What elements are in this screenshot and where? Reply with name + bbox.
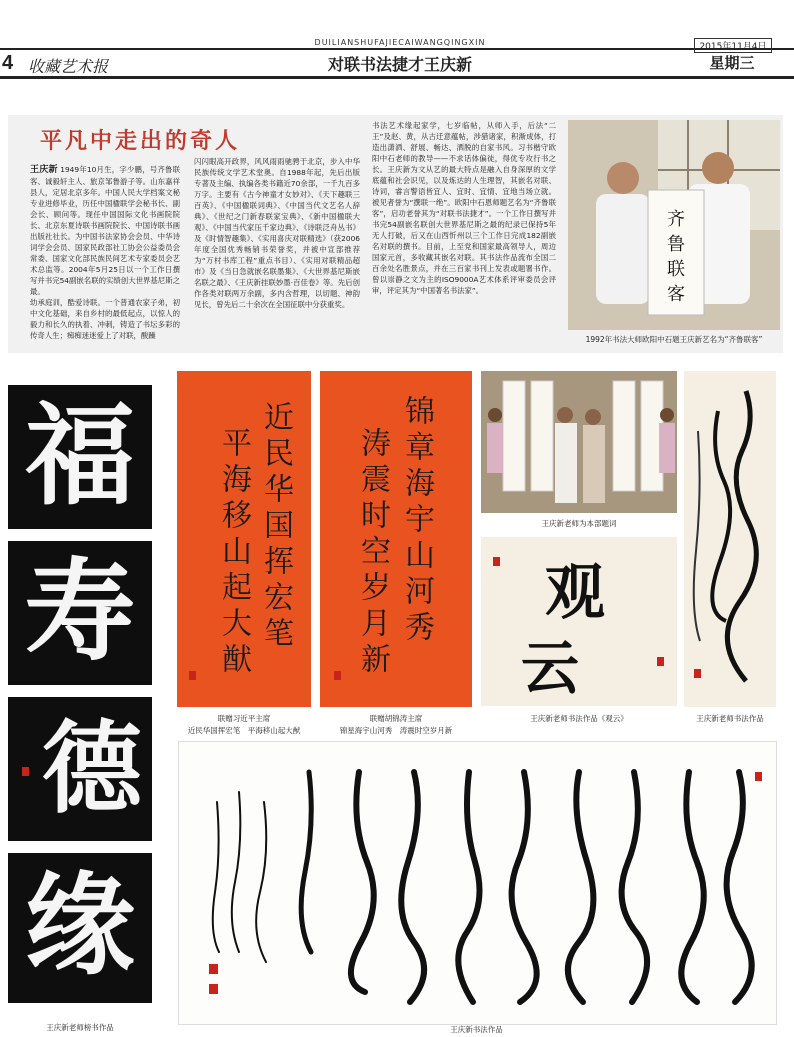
glyph-fu: 福 xyxy=(25,391,135,520)
article-column-1b-text: 幼承庭训，酷爱诗联。一个普通农家子弟，初中文化基础，来自乡村的最低起点，以惊人的毅力和长久的执着、冲刺，铸造了书坛多彩的传奇人生；痴痴迷迷爱上了对联，酸躁 xyxy=(30,298,180,340)
photo-group-caption: 王庆新老师为本部题词 xyxy=(541,519,617,528)
couplet-1-caption-text: 近民华国挥宏笔 平海移山起大猷 xyxy=(187,726,301,735)
couplet-panel-2 xyxy=(320,371,472,707)
header-top-rule xyxy=(0,48,794,50)
guanyun-panel xyxy=(481,537,677,706)
photo-two-men-graphic xyxy=(568,120,780,330)
seal-mark xyxy=(189,671,196,680)
right-scroll-strokes xyxy=(684,371,776,707)
black-panel-yuan xyxy=(8,853,152,1003)
big-work-caption: 王庆新书法作品 xyxy=(450,1025,503,1034)
article-column-1 xyxy=(30,164,180,344)
issue-weekday: 星期三 xyxy=(709,54,755,72)
article-column-1-text: 1949年10月生，字少鹏，号齐鲁联客、诚毅轩主人、旅京邹鲁游子等。山东嘉祥县人，定居北京多年。中国人民大学档案文秘专业进修毕业，历任中国楹联学会秘书长、副会长、顾问等。现任中国国际文化书画院院长、北京东夏诗联书画院院长、中国诗联书画出版社社长。为中国书法家协会会员、中华诗词学会会员、国家民政部社工协会公益委员会常委、国家文化部民族民间艺术专家委员会艺术总监等。2004年5月25日以一个工作日撰写并书完54副嵌名联的实绩创大世界基尼斯之最。 xyxy=(30,165,180,296)
paper-name-logo: 收藏艺术报 xyxy=(28,57,109,76)
svg-text:客: 客 xyxy=(667,284,685,305)
article-headline: 平凡中走出的奇人 xyxy=(40,128,241,154)
guanyun-caption: 王庆新老师书法作品《观云》 xyxy=(530,714,628,723)
couplet-2-caption-text: 锦星海宇山河秀 涛震时空岁月新 xyxy=(339,726,453,735)
header-pinyin: DUILIANSHUFAJIECAIWANGQINGXIN xyxy=(314,38,486,47)
article-column-2: 闪闪眼高开政界，风风雨雨驰骋于北京，步入中华民族传统文学艺术堂奥。自1988年起，先后出版专著及主编、执编各类书籍近70余部，一千九百多万字。主要有《古今神童才女妙对》、《天下趣联三百英》、《中国楹联词典》、《中国当代文艺名人辞典》、《世纪之门新春联家宝典》、《新中国楹联大观》、《中国当代家压千家边典》、《诗联泛舟丛书》及《时情智趣集》、《实用喜庆对联精选》（获2006年度全国优秀畅销书荣誉奖，并被中宣部推荐为“万村书库工程”重点书目）、《实用对联精品超市》及《当日急就嵌名联墨集》、《大世界基尼斯嵌名联之最》、《王庆新挂联妙墨·百佳卷》等。先后创作各类对联两万余副，多内含哲理，以切题、神韵见长，曾先后二十余次在全国征联中分获重奖。 xyxy=(194,157,360,309)
right-scroll-caption: 王庆新老师书法作品 xyxy=(696,714,764,723)
page-number: 4 xyxy=(2,52,14,74)
seal-mark xyxy=(657,657,664,666)
author-name: 王庆新 xyxy=(30,165,58,175)
couplet-1-line-2: 平海移山起大猷 xyxy=(216,427,251,679)
glyph-yun: 云 xyxy=(521,634,580,702)
big-work-strokes xyxy=(179,742,776,1024)
header-bottom-rule xyxy=(0,76,794,79)
section-title: 对联书法捷才王庆新 xyxy=(327,55,472,74)
couplet-2-line-2: 涛震时空岁月新 xyxy=(355,427,390,679)
black-panels-caption: 王庆新老师榜书作品 xyxy=(46,1023,114,1032)
photo-group xyxy=(481,371,677,513)
big-work-panel xyxy=(178,741,777,1025)
right-scroll-panel xyxy=(684,371,776,707)
photo-two-men xyxy=(568,120,780,330)
black-panel-shou xyxy=(8,541,152,685)
photo-caption: 1992年书法大师欧阳中石题王庆新艺名为“齐鲁联客” xyxy=(585,335,763,344)
svg-text:鲁: 鲁 xyxy=(667,234,685,255)
glyph-guan: 观 xyxy=(545,558,605,628)
article-column-3: 书法艺术缘起家学，七岁临帖，从师入手，后法“二王”及赵、黄，从古迁意蕴帖，涉猎诸家，积渐成体，打造出潇洒、舒展、畅达、洒脱的自家书风。习书楷守欧阳中石老师的教导——不求话体偏徒，得优专攻行书之长。王庆新为文从艺的最大特点是融入自身深厚的文学底蕴和社会识见，以及炼达的人生理智，其嵌名对联、诗词，睿言警语皆宜人、宜时、宜情、宜地当场立就。被见者誉为“撰联一绝”。欧阳中石恩师题艺名为“齐鲁联客”，启功老誉其为“对联书法捷才”。一个工作日撰写并书完54副嵌名联创大世界基尼斯之最的纪录已保持5年无人打破，后又在山西忻州以三个工作日完成182副嵌名对联的撰书。目前，上至党和国家最高领导人，周边国家元首，多收藏其嵌名对联。其书法作品流布全国二百余处名胜景点，并在三百家书刊上发表或题署书作。曾以崇静之文为主的ISO9000A艺术体系评审委员会评审，评定其为“中国著名书法家”。 xyxy=(372,121,556,295)
couplet-1-line-1: 近民华国挥宏笔 xyxy=(258,401,293,653)
issue-date: 2015年11月4日 xyxy=(694,38,772,53)
svg-text:联: 联 xyxy=(667,259,685,280)
svg-text:齐: 齐 xyxy=(667,209,685,230)
photo-group-graphic xyxy=(481,371,677,513)
glyph-de: 德 xyxy=(42,709,142,827)
black-panel-de xyxy=(8,697,152,841)
black-panel-fu xyxy=(8,385,152,529)
seal-mark xyxy=(493,557,500,566)
seal-mark xyxy=(334,671,341,680)
seal-mark xyxy=(22,767,29,776)
couplet-2-line-1: 锦章海宇山河秀 xyxy=(399,395,434,647)
couplet-panel-1 xyxy=(177,371,311,707)
couplet-1-caption-title: 联赠习近平主席 xyxy=(217,714,271,723)
glyph-shou: 寿 xyxy=(25,547,135,676)
couplet-2-caption-title: 联赠胡锦涛主席 xyxy=(369,714,423,723)
glyph-yuan: 缘 xyxy=(25,861,135,990)
